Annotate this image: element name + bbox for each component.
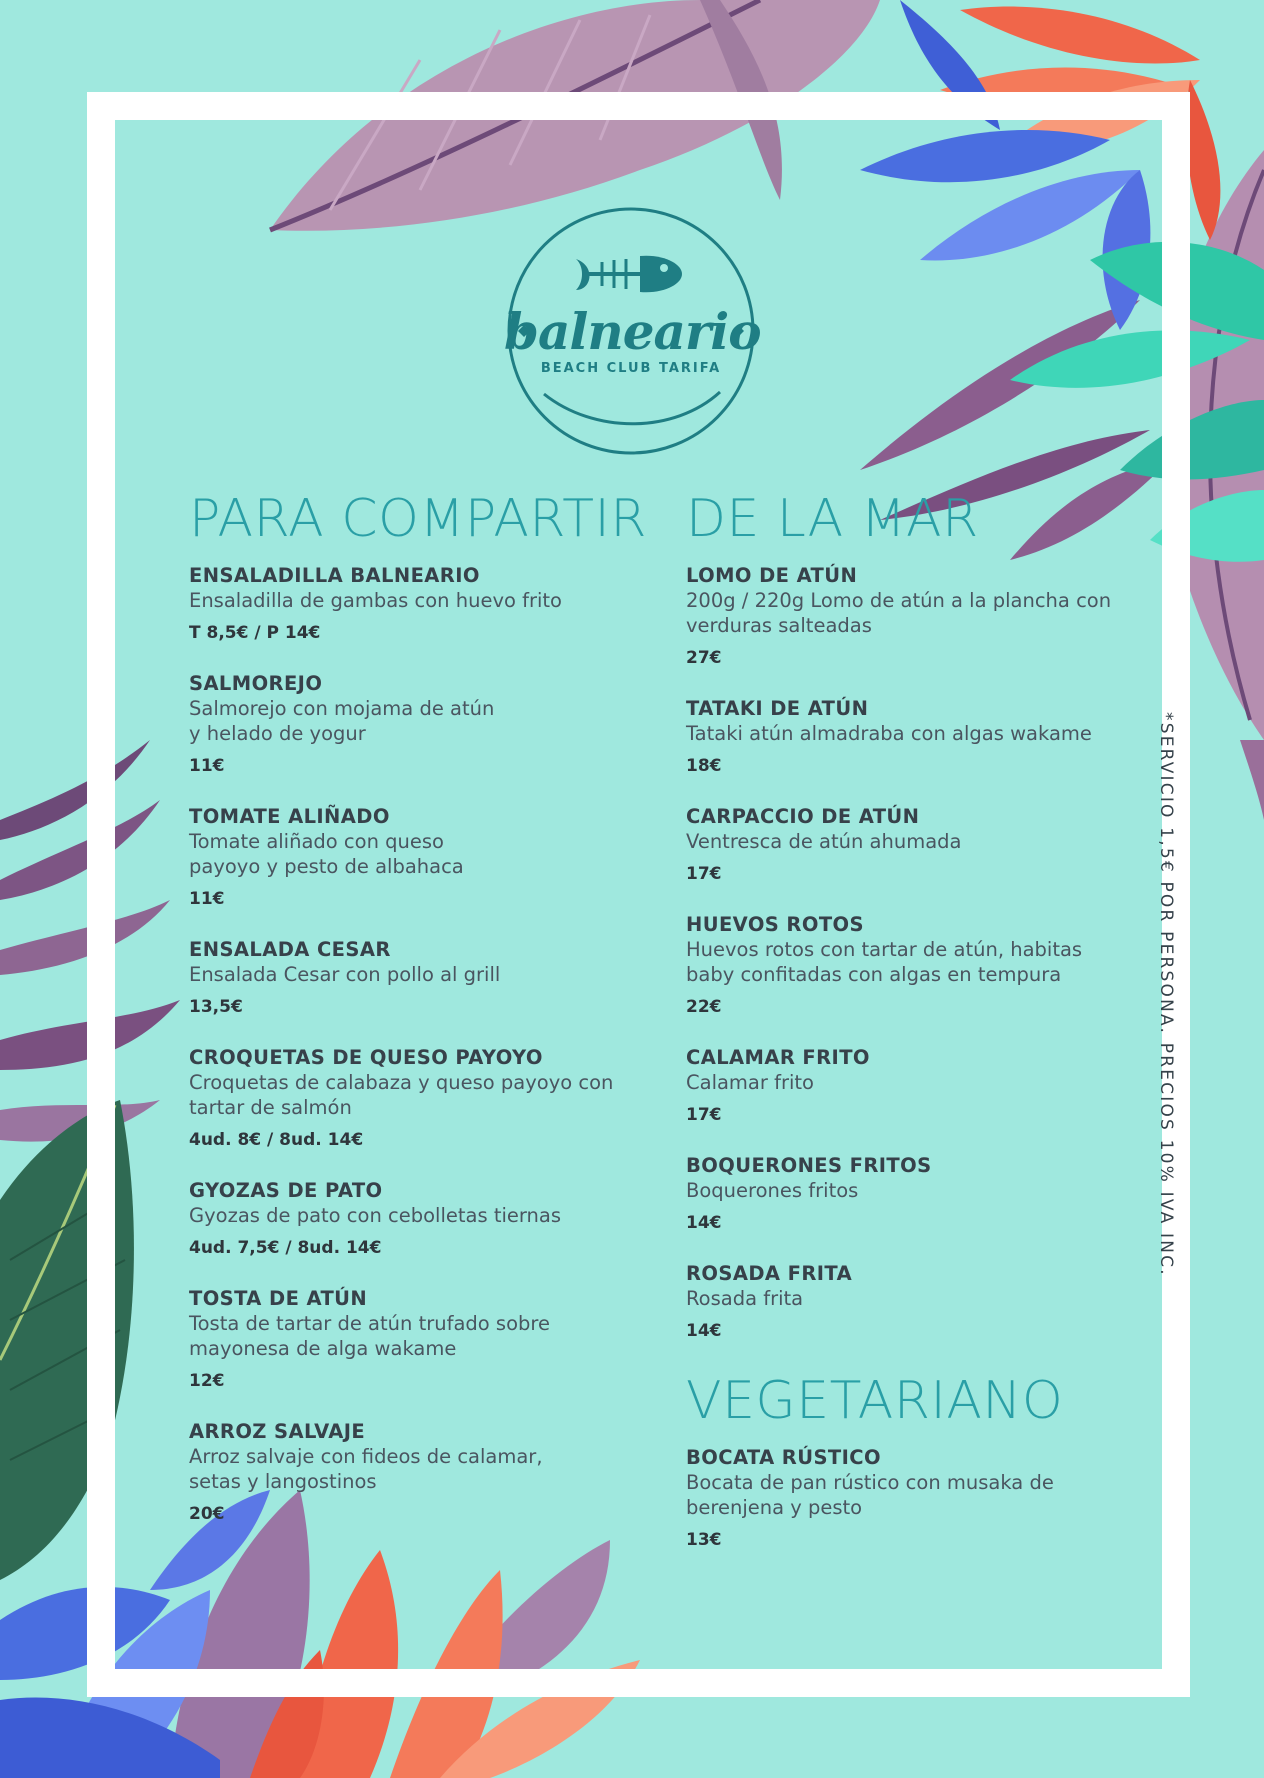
menu-item-name: HUEVOS ROTOS [686,913,864,936]
menu-item-description: Calamar frito [686,1071,814,1094]
menu-item-name: ROSADA FRITA [686,1262,853,1285]
column-right [686,488,1146,1579]
menu-item [189,1179,649,1259]
menu-item-description: Tosta de tartar de atún trufado sobre mayonesa de alga wakame [189,1312,550,1360]
fish-skeleton-icon [576,256,682,293]
menu-item-description: Bocata de pan rústico con musaka de berenjena y pesto [686,1471,1054,1519]
menu-item-description: Arroz salvaje con fideos de calamar, setas y langostinos [189,1445,543,1493]
menu-item-price: 17€ [686,864,722,884]
menu-item-name: TOSTA DE ATÚN [189,1287,368,1310]
menu-list-vegetariano [686,1446,1146,1551]
menu-item [189,672,649,777]
menu-item-description: 200g / 220g Lomo de atún a la plancha con verduras salteadas [686,589,1112,637]
menu-list-de-la-mar [686,564,1146,1342]
menu-item-price: 20€ [189,1504,225,1524]
menu-item [686,805,1146,885]
menu-item-description: Boquerones fritos [686,1179,859,1202]
menu-item [686,1446,1146,1551]
menu-item-price: 18€ [686,756,722,776]
menu-item [686,697,1146,777]
menu-item-price: 12€ [189,1371,225,1391]
section-title-para-compartir: PARA COMPARTIR [189,489,648,549]
menu-item-name: CALAMAR FRITO [686,1046,870,1069]
menu-item [189,805,649,910]
menu-item [686,913,1146,1018]
menu-item-price: 22€ [686,997,722,1017]
section-title-vegetariano: VEGETARIANO [686,1371,1064,1431]
menu-item [686,1262,1146,1342]
menu-item-description: Tomate aliñado con queso payoyo y pesto de albahaca [189,830,464,878]
menu-item-description: Huevos rotos con tartar de atún, habitas baby confitadas con algas en tempura [686,938,1083,986]
menu-item-price: 4ud. 8€ / 8ud. 14€ [189,1130,364,1150]
menu-item-description: Ventresca de atún ahumada [686,830,962,853]
menu-item-name: TOMATE ALIÑADO [189,805,390,828]
menu-item [686,1046,1146,1126]
section-title-de-la-mar: DE LA MAR [686,489,979,549]
menu-item-price: 13€ [686,1530,722,1550]
menu-item-name: BOCATA RÚSTICO [686,1446,881,1469]
logo-tagline: BEACH CLUB TARIFA [540,361,722,376]
menu-item [189,938,649,1018]
menu-item-name: ENSALADA CESAR [189,938,391,961]
menu-item [686,564,1146,669]
menu-item-name: LOMO DE ATÚN [686,564,858,587]
menu-item-description: Rosada frita [686,1287,804,1310]
menu-item-price: 27€ [686,648,722,668]
menu-item-price: 14€ [686,1321,722,1341]
menu-item-name: CARPACCIO DE ATÚN [686,805,920,828]
menu-item-price: 17€ [686,1105,722,1125]
menu-item [189,1420,649,1525]
menu-item-name: TATAKI DE ATÚN [686,697,869,720]
menu-item-name: SALMOREJO [189,672,323,695]
menu-item-name: GYOZAS DE PATO [189,1179,383,1202]
menu-item-price: 14€ [686,1213,722,1233]
menu-item-name: ENSALADILLA BALNEARIO [189,564,480,587]
menu-item-price: 11€ [189,756,225,776]
menu-item-name: CROQUETAS DE QUESO PAYOYO [189,1046,543,1069]
menu-item-description: Ensalada Cesar con pollo al grill [189,963,501,986]
logo-wordmark: balneario [504,302,761,361]
menu-item-description: Croquetas de calabaza y queso payoyo con tartar de salmón [189,1071,614,1119]
menu-item-description: Tataki atún almadraba con algas wakame [686,722,1092,745]
menu-list-para-compartir [189,564,649,1525]
menu-item-name: BOQUERONES FRITOS [686,1154,932,1177]
menu-item [189,1046,649,1151]
logo [504,204,761,458]
menu-item-price: 11€ [189,889,225,909]
menu-item-description: Gyozas de pato con cebolletas tiernas [189,1204,562,1227]
menu-item-price: 13,5€ [189,997,243,1017]
menu-item-price: 4ud. 7,5€ / 8ud. 14€ [189,1238,382,1258]
menu-item [686,1154,1146,1234]
menu-item-description: Salmorejo con mojama de atún y helado de yogur [189,697,495,745]
menu-item-price: T 8,5€ / P 14€ [189,623,321,643]
menu-item [189,1287,649,1392]
column-left [189,488,649,1553]
service-note: *SERVICIO 1,5€ POR PERSONA. PRECIOS 10% IVA INC. [1156,712,1176,1277]
menu-item [189,564,649,644]
menu-item-description: Ensaladilla de gambas con huevo frito [189,589,562,612]
menu-item-name: ARROZ SALVAJE [189,1420,366,1443]
